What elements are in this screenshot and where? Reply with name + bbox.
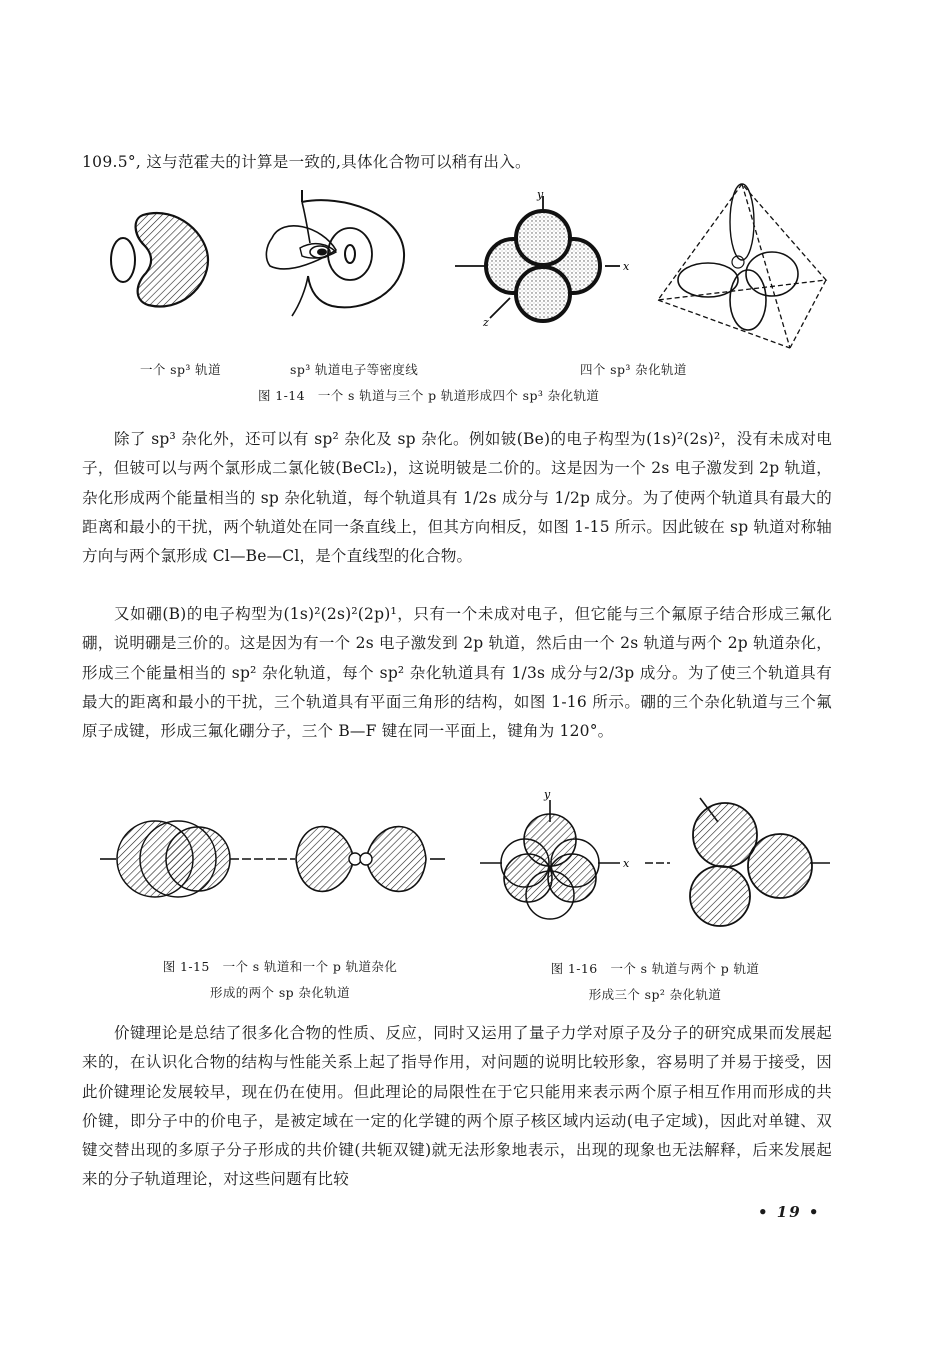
paragraph-sp-hybrid: 除了 sp³ 杂化外，还可以有 sp² 杂化及 sp 杂化。例如铍(Be)的电子构型为(1s)²(2s)²，没有未成对电子，但铍可以与两个氯形成二氯化铍(BeCl₂)，这说明铍是二价的。这是因为一个 2s 电子激发到 2p 轨道，杂化形成两个能量相当的 sp 杂化轨道，每个轨道具有 1/2s 成分与 1/2p 成分。为了使两个轨道具有最大的距离和最小的干扰，两个轨道处在同一条直线上，但其方向相反，如图 1-15 所示。因此铍在 sp 轨道对称轴方向与两个氯形成 Cl—Be—Cl，是个直线型的化合物。 — [82, 430, 832, 566]
fig15-caption — [130, 957, 430, 1001]
fig16-sp2-orbitals — [480, 790, 835, 940]
fig16-caption — [505, 959, 805, 1003]
fig15-caption-line1: 图 1-15 一个 s 轨道和一个 p 轨道杂化 — [162, 959, 398, 974]
fig16-caption-line2: 形成三个 sp² 杂化轨道 — [588, 987, 722, 1002]
fig14-label-contours: sp³ 轨道电子等密度线 — [290, 362, 419, 377]
fig14-label-four: 四个 sp³ 杂化轨道 — [580, 362, 687, 377]
fig14-axis-z-label: z — [483, 316, 489, 329]
fig16-caption-line1: 图 1-16 一个 s 轨道与两个 p 轨道 — [550, 961, 760, 976]
fig14-density-contours — [262, 188, 412, 318]
fig15-caption-line2: 形成的两个 sp 杂化轨道 — [209, 985, 351, 1000]
page-number: • 19 • — [758, 1203, 821, 1221]
fig14-single-sp3-orbital — [108, 205, 218, 315]
paragraph-valence-bond: 价键理论是总结了很多化合物的性质、反应，同时又运用了量子力学对原子及分子的研究成果而发展起来的，在认识化合物的结构与性能关系上起了指导作用，对问题的说明比较形象，容易明了并易于接受，因此价键理论发展较早，现在仍在使用。但此理论的局限性在于它只能用来表示两个原子相互作用而形成的共价键，即分子中的价电子，是被定域在一定的化学键的两个原子核区域内运动(电子定域)，因此对单键、双键交替出现的多原子分子形成的共价键(共轭双键)就无法形象地表示，出现的现象也无法解释，后来发展起来的分子轨道理论，对这些问题有比较 — [82, 1024, 832, 1189]
top-line: 109.5°, 这与范霍夫的计算是一致的,具体化合物可以稍有出入。 — [82, 153, 531, 171]
fig16-axis-y-label: y — [544, 788, 551, 801]
paragraph-sp2-hybrid: 又如硼(B)的电子构型为(1s)²(2s)²(2p)¹，只有一个未成对电子，但它能与三个氟原子结合形成三氟化硼，说明硼是三价的。这是因为有一个 2s 电子激发到 2p 轨道，然后由一个 2s 轨道与两个 2p 轨道杂化，形成三个能量相当的 sp² 杂化轨道，每个 sp² 杂化轨道具有 1/3s 成分与2/3p 成分。为了使三个轨道具有最大的距离和最小的干扰，三个轨道具有平面三角形的结构，如图 1-16 所示。硼的三个杂化轨道与三个氟原子成键，形成三氟化硼分子，三个 B—F 键在同一平面上，键角为 120°。 — [82, 605, 832, 741]
fig16-axis-x-label: x — [623, 857, 630, 870]
fig14-caption: 图 1-14 一个 s 轨道与三个 p 轨道形成四个 sp³ 杂化轨道 — [258, 388, 600, 403]
fig14-tetrahedron — [650, 182, 835, 352]
fig14-axis-x-label: x — [623, 260, 630, 273]
fig14-axis-y-label: y — [537, 188, 544, 201]
fig15-sp-orbitals — [100, 812, 445, 902]
fig14-label-single: 一个 sp³ 轨道 — [140, 362, 221, 377]
fig14-four-sp3-spheres — [455, 188, 645, 328]
